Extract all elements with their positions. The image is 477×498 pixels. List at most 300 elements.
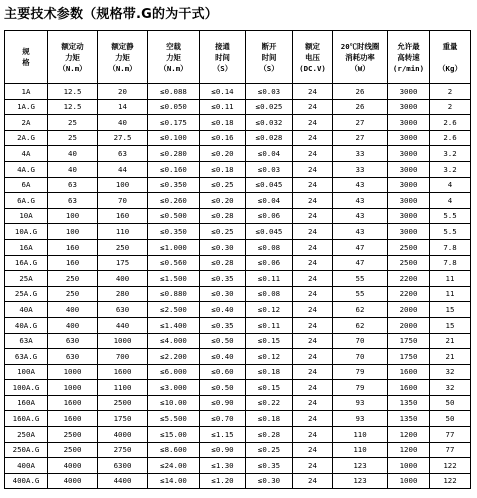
cell-off-time: ≤0.25 [246,442,293,458]
cell-coil-power: 27 [333,130,388,146]
cell-idle-torque: ≤0.088 [148,84,200,100]
cell-max-speed: 1600 [388,364,430,380]
cell-spec: 63A [5,333,48,349]
cell-idle-torque: ≤0.280 [148,146,200,162]
cell-dynamic-torque: 40 [48,146,98,162]
cell-max-speed: 2500 [388,255,430,271]
cell-max-speed: 1750 [388,333,430,349]
cell-on-time: ≤0.28 [200,255,246,271]
cell-max-speed: 3000 [388,224,430,240]
cell-dynamic-torque: 1000 [48,380,98,396]
cell-on-time: ≤1.30 [200,458,246,474]
cell-coil-power: 62 [333,317,388,333]
cell-idle-torque: ≤0.175 [148,115,200,131]
header-weight [430,31,471,84]
cell-dynamic-torque: 400 [48,317,98,333]
cell-coil-power: 43 [333,193,388,209]
table-body [5,84,471,489]
cell-coil-power: 55 [333,286,388,302]
cell-max-speed: 1000 [388,458,430,474]
cell-off-time: ≤0.045 [246,224,293,240]
cell-spec: 160A.G [5,411,48,427]
cell-spec: 40A [5,302,48,318]
cell-idle-torque: ≤0.350 [148,177,200,193]
cell-static-torque: 175 [98,255,148,271]
cell-on-time: ≤0.90 [200,395,246,411]
cell-weight: 2 [430,99,471,115]
cell-off-time: ≤0.08 [246,286,293,302]
cell-max-speed: 3000 [388,208,430,224]
header-line: 力矩 [166,52,181,62]
cell-coil-power: 110 [333,427,388,443]
cell-on-time: ≤0.11 [200,99,246,115]
cell-max-speed: 2000 [388,302,430,318]
header-line: (DC.V) [299,63,326,73]
cell-idle-torque: ≤0.260 [148,193,200,209]
cell-static-torque: 44 [98,161,148,177]
header-line: （N.m） [58,63,87,73]
table-row [5,130,471,146]
cell-idle-torque: ≤3.000 [148,380,200,396]
cell-static-torque: 14 [98,99,148,115]
cell-static-torque: 400 [98,271,148,287]
cell-spec: 25A [5,271,48,287]
cell-weight: 7.8 [430,255,471,271]
cell-dynamic-torque: 630 [48,349,98,365]
cell-weight: 5.5 [430,224,471,240]
header-line: （N.m） [159,63,188,73]
cell-coil-power: 123 [333,458,388,474]
header-line: （S） [212,63,233,73]
cell-weight: 50 [430,411,471,427]
cell-weight: 5.5 [430,208,471,224]
cell-max-speed: 1750 [388,349,430,365]
cell-off-time: ≤0.18 [246,364,293,380]
table-row [5,442,471,458]
cell-weight: 11 [430,271,471,287]
header-line: （W） [350,63,370,73]
cell-weight: 2 [430,84,471,100]
cell-off-time: ≤0.11 [246,317,293,333]
cell-static-torque: 63 [98,146,148,162]
cell-static-torque: 250 [98,239,148,255]
cell-weight: 32 [430,380,471,396]
header-line: 断开 [261,41,277,51]
cell-weight: 15 [430,302,471,318]
cell-spec: 16A.G [5,255,48,271]
table-row [5,99,471,115]
cell-max-speed: 3000 [388,115,430,131]
cell-off-time: ≤0.025 [246,99,293,115]
cell-idle-torque: ≤5.500 [148,411,200,427]
header-dynamic-torque [48,31,98,84]
cell-on-time: ≤0.50 [200,333,246,349]
cell-on-time: ≤0.18 [200,115,246,131]
cell-spec: 2A.G [5,130,48,146]
cell-spec: 2A [5,115,48,131]
cell-coil-power: 33 [333,146,388,162]
table-row [5,380,471,396]
cell-max-speed: 1350 [388,411,430,427]
cell-idle-torque: ≤2.500 [148,302,200,318]
cell-coil-power: 79 [333,380,388,396]
table-row [5,193,471,209]
cell-on-time: ≤0.70 [200,411,246,427]
cell-coil-power: 70 [333,333,388,349]
cell-weight: 2.6 [430,130,471,146]
cell-idle-torque: ≤4.000 [148,333,200,349]
cell-idle-torque: ≤1.400 [148,317,200,333]
header-line: （S） [259,63,279,73]
header-line: 重量 [442,41,458,51]
spec-table [4,30,471,489]
table-row [5,333,471,349]
cell-on-time: ≤0.18 [200,161,246,177]
cell-voltage: 24 [293,239,333,255]
table-row [5,177,471,193]
cell-voltage: 24 [293,208,333,224]
cell-coil-power: 62 [333,302,388,318]
cell-weight: 7.8 [430,239,471,255]
table-row [5,349,471,365]
cell-off-time: ≤0.03 [246,84,293,100]
header-idle-torque [148,31,200,84]
cell-static-torque: 1750 [98,411,148,427]
header-line: 力矩 [115,52,130,62]
cell-static-torque: 1100 [98,380,148,396]
table-row [5,84,471,100]
cell-idle-torque: ≤1.000 [148,239,200,255]
cell-max-speed: 3000 [388,193,430,209]
cell-static-torque: 100 [98,177,148,193]
cell-static-torque: 4000 [98,427,148,443]
table-row [5,161,471,177]
cell-dynamic-torque: 250 [48,271,98,287]
cell-on-time: ≤0.60 [200,364,246,380]
cell-off-time: ≤0.11 [246,271,293,287]
cell-max-speed: 2000 [388,317,430,333]
cell-dynamic-torque: 100 [48,224,98,240]
cell-spec: 100A [5,364,48,380]
table-row [5,146,471,162]
cell-off-time: ≤0.06 [246,208,293,224]
header-line: 高转速 [397,52,420,62]
cell-coil-power: 26 [333,84,388,100]
cell-off-time: ≤0.22 [246,395,293,411]
cell-voltage: 24 [293,427,333,443]
cell-off-time: ≤0.12 [246,302,293,318]
cell-static-torque: 1600 [98,364,148,380]
cell-dynamic-torque: 400 [48,302,98,318]
cell-off-time: ≤0.15 [246,380,293,396]
cell-voltage: 24 [293,271,333,287]
table-row [5,395,471,411]
table-row [5,473,471,489]
cell-dynamic-torque: 63 [48,177,98,193]
cell-dynamic-torque: 1600 [48,411,98,427]
header-on-time [200,31,246,84]
header-coil-power [333,31,388,84]
cell-spec: 400A.G [5,473,48,489]
cell-on-time: ≤0.50 [200,380,246,396]
cell-spec: 4A.G [5,161,48,177]
cell-spec: 250A.G [5,442,48,458]
cell-dynamic-torque: 160 [48,239,98,255]
cell-coil-power: 93 [333,395,388,411]
header-line: 额定 [305,41,320,51]
cell-dynamic-torque: 25 [48,115,98,131]
cell-off-time: ≤0.03 [246,161,293,177]
cell-spec: 6A [5,177,48,193]
cell-voltage: 24 [293,130,333,146]
cell-dynamic-torque: 63 [48,193,98,209]
header-line: 空载 [166,41,181,51]
header-line: 时间 [215,52,230,62]
cell-coil-power: 47 [333,239,388,255]
cell-off-time: ≤0.04 [246,146,293,162]
cell-dynamic-torque: 250 [48,286,98,302]
cell-static-torque: 40 [98,115,148,131]
cell-coil-power: 33 [333,161,388,177]
cell-dynamic-torque: 2500 [48,442,98,458]
cell-on-time: ≤0.35 [200,317,246,333]
cell-off-time: ≤0.032 [246,115,293,131]
cell-on-time: ≤0.40 [200,302,246,318]
cell-voltage: 24 [293,193,333,209]
cell-on-time: ≤0.35 [200,271,246,287]
cell-dynamic-torque: 12.5 [48,84,98,100]
cell-voltage: 24 [293,395,333,411]
cell-static-torque: 6300 [98,458,148,474]
cell-spec: 25A.G [5,286,48,302]
cell-max-speed: 1350 [388,395,430,411]
cell-static-torque: 2750 [98,442,148,458]
cell-max-speed: 3000 [388,130,430,146]
cell-weight: 4 [430,177,471,193]
cell-idle-torque: ≤0.560 [148,255,200,271]
cell-weight: 15 [430,317,471,333]
cell-idle-torque: ≤2.200 [148,349,200,365]
cell-voltage: 24 [293,99,333,115]
cell-on-time: ≤0.28 [200,208,246,224]
table-row [5,286,471,302]
cell-max-speed: 3000 [388,161,430,177]
cell-voltage: 24 [293,84,333,100]
cell-coil-power: 26 [333,99,388,115]
cell-weight: 32 [430,364,471,380]
cell-dynamic-torque: 40 [48,161,98,177]
cell-spec: 1A.G [5,99,48,115]
cell-off-time: ≤0.08 [246,239,293,255]
table-row [5,271,471,287]
cell-on-time: ≤0.40 [200,349,246,365]
cell-max-speed: 1200 [388,442,430,458]
cell-idle-torque: ≤0.160 [148,161,200,177]
cell-idle-torque: ≤8.600 [148,442,200,458]
cell-coil-power: 55 [333,271,388,287]
cell-idle-torque: ≤15.00 [148,427,200,443]
cell-max-speed: 3000 [388,84,430,100]
cell-weight: 122 [430,458,471,474]
header-line: 接通 [215,41,230,51]
cell-weight: 77 [430,442,471,458]
cell-on-time: ≤0.30 [200,239,246,255]
cell-dynamic-torque: 630 [48,333,98,349]
cell-static-torque: 440 [98,317,148,333]
cell-static-torque: 27.5 [98,130,148,146]
cell-idle-torque: ≤14.00 [148,473,200,489]
cell-weight: 3.2 [430,161,471,177]
header-line: 电压 [305,52,320,62]
cell-on-time: ≤1.15 [200,427,246,443]
cell-on-time: ≤0.25 [200,177,246,193]
cell-static-torque: 70 [98,193,148,209]
cell-off-time: ≤0.04 [246,193,293,209]
cell-static-torque: 110 [98,224,148,240]
cell-on-time: ≤0.90 [200,442,246,458]
table-row [5,458,471,474]
cell-dynamic-torque: 4000 [48,473,98,489]
cell-weight: 11 [430,286,471,302]
header-line: （N.m） [108,63,137,73]
cell-voltage: 24 [293,177,333,193]
header-line: (r/min) [392,63,425,73]
cell-coil-power: 79 [333,364,388,380]
header-line: 时间 [261,52,277,62]
cell-voltage: 24 [293,317,333,333]
cell-dynamic-torque: 100 [48,208,98,224]
cell-off-time: ≤0.06 [246,255,293,271]
cell-voltage: 24 [293,458,333,474]
cell-max-speed: 1200 [388,427,430,443]
cell-coil-power: 123 [333,473,388,489]
cell-max-speed: 2200 [388,271,430,287]
header-line: 格 [22,58,30,67]
cell-weight: 122 [430,473,471,489]
cell-voltage: 24 [293,286,333,302]
cell-static-torque: 2500 [98,395,148,411]
header-max-speed [388,31,430,84]
cell-coil-power: 43 [333,177,388,193]
cell-on-time: ≤0.20 [200,146,246,162]
cell-max-speed: 3000 [388,177,430,193]
cell-coil-power: 47 [333,255,388,271]
cell-voltage: 24 [293,255,333,271]
cell-idle-torque: ≤0.880 [148,286,200,302]
cell-static-torque: 160 [98,208,148,224]
table-header [5,31,471,84]
table-row [5,317,471,333]
header-spec [5,31,48,84]
cell-on-time: ≤0.20 [200,193,246,209]
cell-max-speed: 3000 [388,99,430,115]
cell-static-torque: 630 [98,302,148,318]
table-row [5,239,471,255]
cell-spec: 63A.G [5,349,48,365]
page-title: 主要技术参数（规格带.G的为干式） [4,7,219,22]
cell-dynamic-torque: 1600 [48,395,98,411]
cell-idle-torque: ≤6.000 [148,364,200,380]
table-row [5,208,471,224]
header-off-time [246,31,293,84]
cell-off-time: ≤0.15 [246,333,293,349]
table-row [5,364,471,380]
cell-voltage: 24 [293,302,333,318]
header-line: 力矩 [65,52,80,62]
cell-spec: 1A [5,84,48,100]
cell-idle-torque: ≤0.500 [148,208,200,224]
cell-spec: 100A.G [5,380,48,396]
header-line [430,52,470,63]
cell-idle-torque: ≤0.050 [148,99,200,115]
cell-off-time: ≤0.30 [246,473,293,489]
header-line: （Kg） [438,63,462,73]
header-line: 额定静 [111,41,134,51]
cell-voltage: 24 [293,473,333,489]
table-row [5,427,471,443]
cell-spec: 16A [5,239,48,255]
cell-weight: 21 [430,333,471,349]
cell-on-time: ≤0.14 [200,84,246,100]
cell-weight: 3.2 [430,146,471,162]
cell-spec: 400A [5,458,48,474]
cell-coil-power: 27 [333,115,388,131]
header-static-torque [98,31,148,84]
cell-off-time: ≤0.045 [246,177,293,193]
cell-idle-torque: ≤0.350 [148,224,200,240]
cell-static-torque: 4400 [98,473,148,489]
cell-coil-power: 110 [333,442,388,458]
cell-off-time: ≤0.18 [246,411,293,427]
cell-max-speed: 1000 [388,473,430,489]
cell-idle-torque: ≤24.00 [148,458,200,474]
table-row [5,255,471,271]
table-row [5,411,471,427]
cell-weight: 77 [430,427,471,443]
cell-off-time: ≤0.28 [246,427,293,443]
cell-spec: 250A [5,427,48,443]
cell-max-speed: 2500 [388,239,430,255]
cell-weight: 21 [430,349,471,365]
cell-spec: 6A.G [5,193,48,209]
cell-voltage: 24 [293,224,333,240]
cell-max-speed: 1600 [388,380,430,396]
cell-max-speed: 3000 [388,146,430,162]
cell-on-time: ≤0.16 [200,130,246,146]
cell-idle-torque: ≤1.500 [148,271,200,287]
cell-off-time: ≤0.028 [246,130,293,146]
cell-voltage: 24 [293,146,333,162]
cell-dynamic-torque: 12.5 [48,99,98,115]
cell-voltage: 24 [293,161,333,177]
cell-spec: 40A.G [5,317,48,333]
header-line: 消耗功率 [345,52,375,62]
header-line: 额定动 [61,41,84,51]
cell-idle-torque: ≤0.100 [148,130,200,146]
cell-dynamic-torque: 2500 [48,427,98,443]
table-row [5,302,471,318]
header-line: 允许最 [397,41,420,51]
cell-static-torque: 700 [98,349,148,365]
cell-on-time: ≤0.25 [200,224,246,240]
cell-voltage: 24 [293,442,333,458]
cell-dynamic-torque: 25 [48,130,98,146]
cell-coil-power: 70 [333,349,388,365]
cell-max-speed: 2200 [388,286,430,302]
cell-spec: 10A.G [5,224,48,240]
table-row [5,224,471,240]
cell-voltage: 24 [293,115,333,131]
